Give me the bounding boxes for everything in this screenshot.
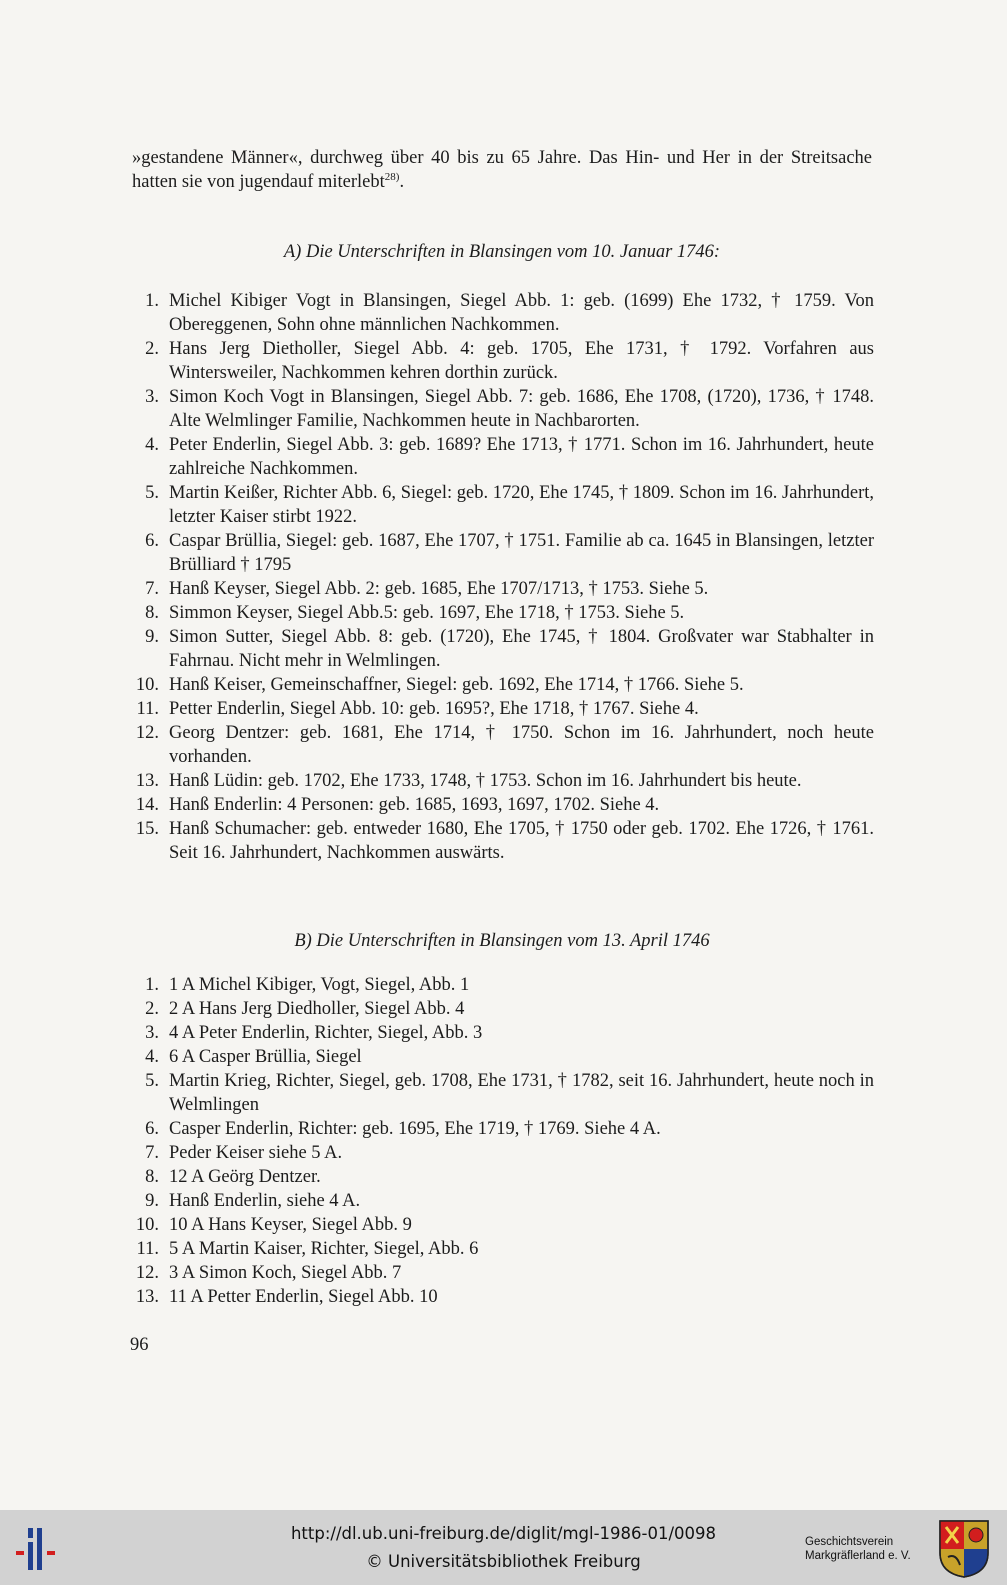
list-item-text: Simmon Keyser, Siegel Abb.5: geb. 1697, Ehe 1718, † 1753. Siehe 5. (169, 603, 685, 623)
footer-org-name (805, 1535, 911, 1563)
list-item (132, 673, 874, 697)
list-item-text: Hanß Lüdin: geb. 1702, Ehe 1733, 1748, † 1753. Schon im 16. Jahrhundert bis heute. (169, 771, 802, 791)
list-item (132, 577, 874, 601)
list-item (132, 1045, 874, 1069)
list-item-number: 1. (145, 975, 159, 995)
list-item-number: 15. (135, 819, 159, 839)
list-item-number: 11. (136, 699, 159, 719)
list-item (132, 385, 874, 433)
list-item (132, 1021, 874, 1045)
markgraeflerland-crest-icon (938, 1519, 990, 1584)
list-item-text: 6 A Casper Brüllia, Siegel (169, 1047, 362, 1067)
intro-paragraph (132, 146, 872, 194)
list-item (132, 601, 874, 625)
list-item-number: 5. (145, 483, 159, 503)
list-item-number: 6. (145, 531, 159, 551)
list-item-text: 1 A Michel Kibiger, Vogt, Siegel, Abb. 1 (169, 975, 470, 995)
list-item-text: 11 A Petter Enderlin, Siegel Abb. 10 (169, 1287, 438, 1307)
list-item-number: 1. (145, 291, 159, 311)
list-item-text: 2 A Hans Jerg Diedholler, Siegel Abb. 4 (169, 999, 465, 1019)
section-a-heading: A) Die Unterschriften in Blansingen vom 10. Januar 1746: (283, 242, 721, 262)
list-item-number: 2. (145, 999, 159, 1019)
list-item (132, 1117, 874, 1141)
list-item-text: Simon Koch Vogt in Blansingen, Siegel Abb. 7: geb. 1686, Ehe 1708, (1720), 1736, † 1748. Alte Welmlinger Familie, Nachkommen heute in Nachbarorten. (169, 387, 874, 431)
list-item-number: 10. (135, 675, 159, 695)
list-item (132, 481, 874, 529)
list-item-text: Peter Enderlin, Siegel Abb. 3: geb. 1689? Ehe 1713, † 1771. Schon im 16. Jahrhundert, heute zahlreiche Nachkommen. (169, 435, 874, 479)
list-item-text: Hanß Enderlin: 4 Personen: geb. 1685, 1693, 1697, 1702. Siehe 4. (169, 795, 660, 815)
list-item-text: Hanß Keiser, Gemeinschaffner, Siegel: geb. 1692, Ehe 1714, † 1766. Siehe 5. (169, 675, 744, 695)
list-item (132, 973, 874, 997)
list-item-number: 10. (135, 1215, 159, 1235)
list-item-number: 14. (135, 795, 159, 815)
list-item (132, 625, 874, 673)
org-line-2: Markgräflerland e. V. (805, 1550, 911, 1562)
footnote-ref: 28) (384, 170, 400, 183)
list-item-number: 4. (145, 1047, 159, 1067)
list-item-text: Peder Keiser siehe 5 A. (169, 1143, 343, 1163)
list-item-number: 9. (145, 1191, 159, 1211)
list-item-number: 5. (145, 1071, 159, 1091)
list-item (132, 1237, 874, 1261)
list-item (132, 817, 874, 865)
list-item-number: 7. (145, 579, 159, 599)
page-number: 96 (130, 1335, 149, 1355)
list-item (132, 289, 874, 337)
list-item (132, 1165, 874, 1189)
list-item-number: 12. (135, 1263, 159, 1283)
list-item-number: 8. (145, 603, 159, 623)
list-item (132, 997, 874, 1021)
list-item (132, 1189, 874, 1213)
list-item-number: 11. (136, 1239, 159, 1259)
list-item-text: Martin Keißer, Richter Abb. 6, Siegel: geb. 1720, Ehe 1745, † 1809. Schon im 16. Jahrhundert, letzter Kaiser stirbt 1922. (169, 483, 874, 527)
list-item (132, 337, 874, 385)
footer-bar (0, 1510, 1007, 1585)
org-line-1: Geschichtsverein (805, 1536, 894, 1548)
list-item-number: 13. (135, 771, 159, 791)
list-item-text: 4 A Peter Enderlin, Richter, Siegel, Abb. 3 (169, 1023, 483, 1043)
list-item-text: 10 A Hans Keyser, Siegel Abb. 9 (169, 1215, 412, 1235)
list-item-text: Hanß Enderlin, siehe 4 A. (169, 1191, 361, 1211)
list-item (132, 1261, 874, 1285)
list-item-number: 13. (135, 1287, 159, 1307)
list-item (132, 1069, 874, 1117)
list-item (132, 1213, 874, 1237)
list-item-text: Michel Kibiger Vogt in Blansingen, Siegel Abb. 1: geb. (1699) Ehe 1732, † 1759. Von Obereggenen, Sohn ohne männlichen Nachkommen. (169, 291, 874, 335)
intro-end: . (399, 172, 405, 192)
list-item-text: 12 A Geörg Dentzer. (169, 1167, 321, 1187)
list-item (132, 769, 874, 793)
footer-copyright: © Universitätsbibliothek Freiburg (366, 1552, 641, 1571)
section-b-list (132, 973, 874, 1309)
list-item-number: 6. (145, 1119, 159, 1139)
list-item-number: 7. (145, 1143, 159, 1163)
list-item-text: Hans Jerg Dietholler, Siegel Abb. 4: geb. 1705, Ehe 1731, † 1792. Vorfahren aus Wintersweiler, Nachkommen kehren dorthin zurück. (169, 339, 874, 383)
list-item (132, 697, 874, 721)
footer-url-link[interactable]: http://dl.ub.uni-freiburg.de/diglit/mgl-1986-01/0098 (290, 1524, 717, 1543)
list-item-number: 2. (145, 339, 159, 359)
section-a-list (132, 289, 874, 865)
list-item-text: Hanß Keyser, Siegel Abb. 2: geb. 1685, Ehe 1707/1713, † 1753. Siehe 5. (169, 579, 709, 599)
list-item-text: 5 A Martin Kaiser, Richter, Siegel, Abb. 6 (169, 1239, 479, 1259)
list-item (132, 529, 874, 577)
list-item-text: 3 A Simon Koch, Siegel Abb. 7 (169, 1263, 402, 1283)
list-item-number: 8. (145, 1167, 159, 1187)
list-item-text: Martin Krieg, Richter, Siegel, geb. 1708, Ehe 1731, † 1782, seit 16. Jahrhundert, heute noch in Welmlingen (169, 1071, 874, 1115)
list-item-text: Petter Enderlin, Siegel Abb. 10: geb. 1695?, Ehe 1718, † 1767. Siehe 4. (169, 699, 699, 719)
list-item-text: Simon Sutter, Siegel Abb. 8: geb. (1720), Ehe 1745, † 1804. Großvater war Stabhalter in Fahrnau. Nicht mehr in Welmlingen. (169, 627, 874, 671)
list-item-text: Hanß Schumacher: geb. entweder 1680, Ehe 1705, † 1750 oder geb. 1702. Ehe 1726, † 1761. Seit 16. Jahrhundert, Nachkommen auswärts. (169, 819, 874, 863)
list-item-text: Casper Enderlin, Richter: geb. 1695, Ehe 1719, † 1769. Siehe 4 A. (169, 1119, 661, 1139)
intro-text: »gestandene Männer«, durchweg über 40 bis zu 65 Jahre. Das Hin- und Her in der Streitsache hatten sie von jugendauf miterlebt (132, 148, 872, 192)
list-item (132, 1141, 874, 1165)
list-item-number: 4. (145, 435, 159, 455)
list-item-number: 3. (145, 1023, 159, 1043)
section-b-heading: B) Die Unterschriften in Blansingen vom 13. April 1746 (294, 931, 710, 951)
list-item-number: 12. (135, 723, 159, 743)
list-item-number: 3. (145, 387, 159, 407)
list-item (132, 793, 874, 817)
list-item-text: Caspar Brüllia, Siegel: geb. 1687, Ehe 1707, † 1751. Familie ab ca. 1645 in Blansingen, letzter Brülliard † 1795 (169, 531, 874, 575)
list-item (132, 721, 874, 769)
list-item-number: 9. (145, 627, 159, 647)
list-item (132, 433, 874, 481)
list-item-text: Georg Dentzer: geb. 1681, Ehe 1714, † 1750. Schon im 16. Jahrhundert, noch heute vorhanden. (169, 723, 874, 767)
list-item (132, 1285, 874, 1309)
